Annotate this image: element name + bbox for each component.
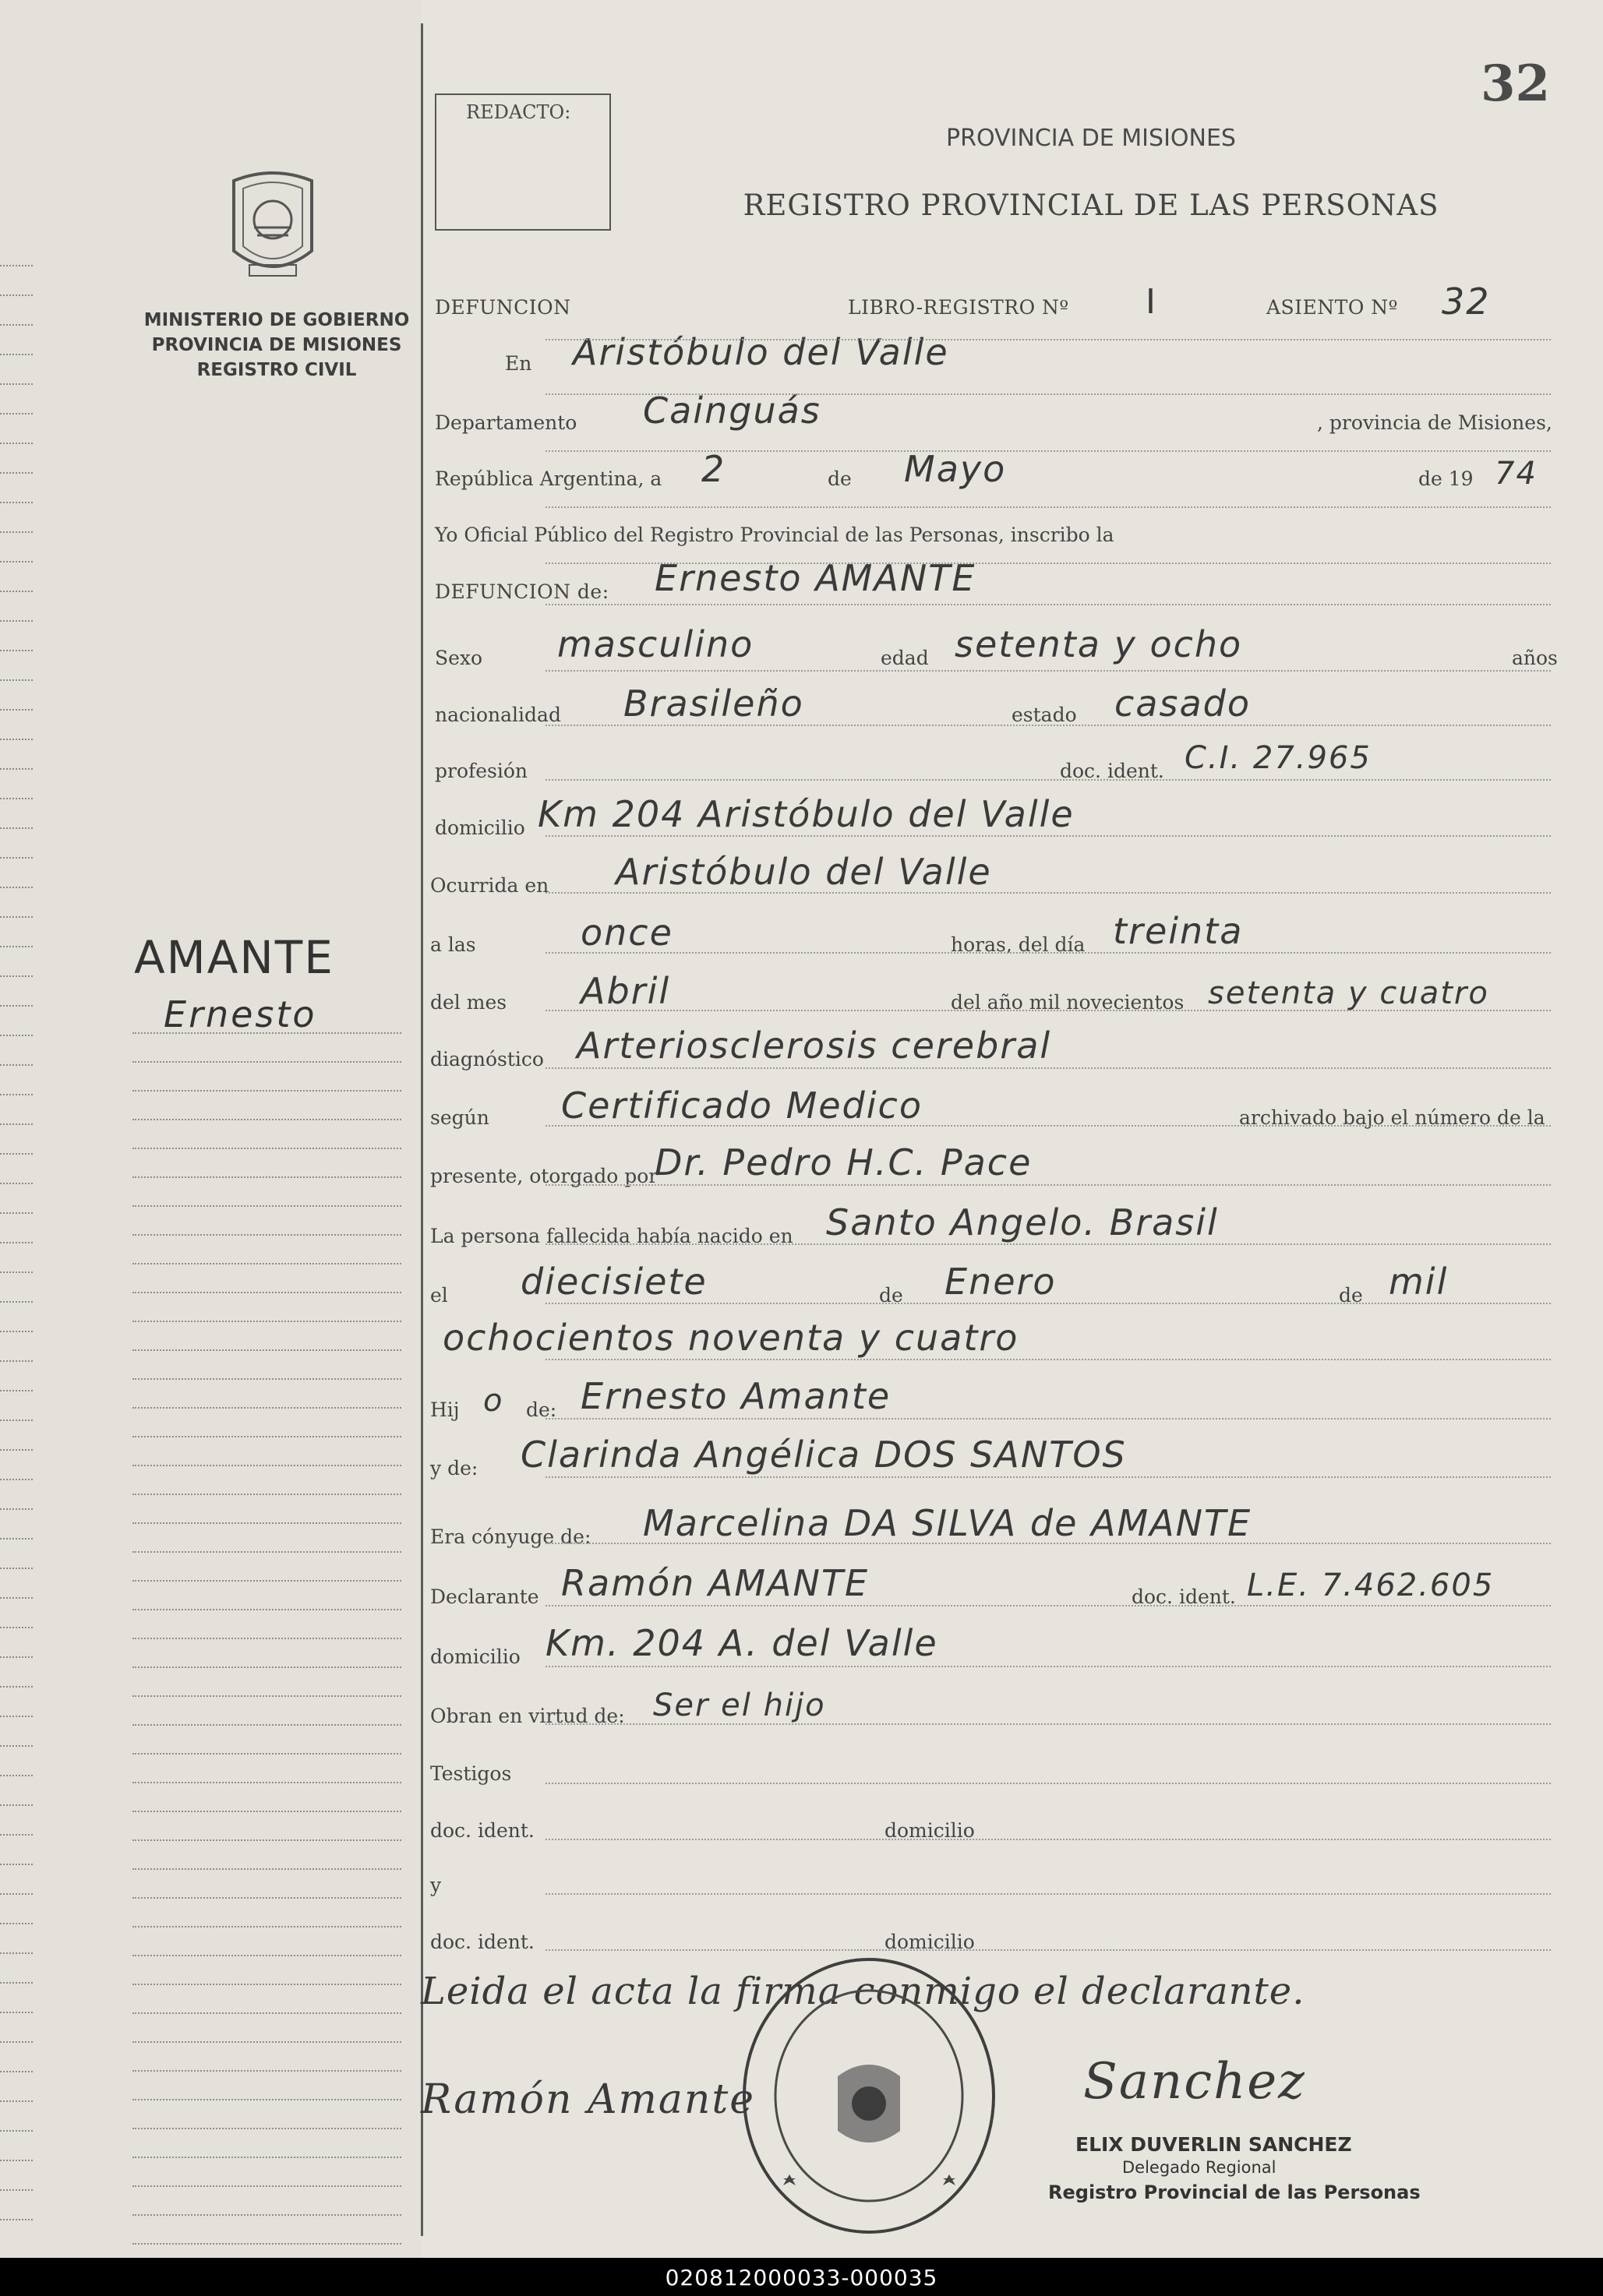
province-seal-icon <box>218 165 327 290</box>
label-libro: LIBRO-REGISTRO Nº <box>848 296 1069 319</box>
edge-dots <box>0 413 33 414</box>
label-decl-domicilio: domicilio <box>430 1645 521 1668</box>
margin-line <box>132 2185 401 2187</box>
ruled-line <box>546 563 1551 564</box>
margin-line <box>132 1148 401 1149</box>
label-declarante: Declarante <box>430 1585 539 1608</box>
ruled-line <box>546 339 1551 340</box>
value-hora: once <box>581 912 673 954</box>
ruled-line <box>546 393 1551 395</box>
signature-declarante: Ramón Amante <box>421 2076 756 2123</box>
value-segun: Certificado Medico <box>561 1085 923 1127</box>
value-diagnostico: Arteriosclerosis cerebral <box>577 1025 1052 1067</box>
label-de-19: de 19 <box>1418 467 1474 490</box>
label-en: En <box>505 352 532 375</box>
label-testigo2-domicilio: domicilio <box>884 1931 975 1953</box>
stamp-org: Registro Provincial de las Personas <box>1048 2181 1421 2203</box>
edge-dots <box>0 1627 33 1628</box>
label-de-mes: de <box>828 467 852 490</box>
label-profesion: profesión <box>435 760 528 782</box>
ruled-line <box>546 604 1551 605</box>
margin-line <box>132 2157 401 2158</box>
margin-line <box>132 2041 401 2043</box>
label-ocurrida: Ocurrida en <box>430 874 549 897</box>
edge-dots <box>0 768 33 770</box>
label-nacionalidad: nacionalidad <box>435 704 561 726</box>
edge-dots <box>0 946 33 947</box>
edge-dots <box>0 798 33 799</box>
official-seal-icon <box>736 1952 1001 2240</box>
ruled-line <box>546 1949 1551 1951</box>
value-mes-muerte: Abril <box>581 970 671 1012</box>
edge-dots <box>0 383 33 385</box>
margin-line <box>132 1234 401 1236</box>
label-horas-dia: horas, del día <box>951 933 1086 956</box>
margin-line <box>132 1666 401 1668</box>
margin-line <box>132 2243 401 2245</box>
edge-dots <box>0 1745 33 1747</box>
label-hij: Hij <box>430 1398 460 1421</box>
ruled-line <box>546 835 1551 837</box>
ruled-line <box>546 1243 1551 1245</box>
margin-line <box>132 1609 401 1610</box>
margin-line <box>132 2099 401 2100</box>
edge-dots <box>0 1775 33 1776</box>
edge-dots <box>0 2189 33 2191</box>
ministry-heading <box>140 308 413 383</box>
value-otorgado: Dr. Pedro H.C. Pace <box>655 1141 1033 1183</box>
label-obran: Obran en virtud de: <box>430 1705 625 1727</box>
edge-dots <box>0 1420 33 1421</box>
ruled-line <box>546 1783 1551 1784</box>
edge-dots <box>0 1331 33 1332</box>
margin-line <box>132 1465 401 1466</box>
label-defuncion: DEFUNCION <box>435 296 571 319</box>
edge-dots <box>0 2100 33 2102</box>
edge-dots <box>0 1656 33 1658</box>
value-leida: Leida el acta la firma conmigo el declarante. <box>421 1970 1305 2013</box>
edge-dots <box>0 591 33 592</box>
label-estado: estado <box>1012 704 1077 726</box>
value-nac-mil: mil <box>1389 1261 1449 1303</box>
edge-dots <box>0 620 33 622</box>
margin-line <box>132 2128 401 2129</box>
edge-dots <box>0 531 33 533</box>
label-segun: según <box>430 1106 489 1129</box>
edge-dots <box>0 1212 33 1214</box>
edge-dots <box>0 1538 33 1539</box>
value-decl-domicilio: Km. 204 A. del Valle <box>546 1622 938 1664</box>
value-edad: setenta y ocho <box>955 623 1243 665</box>
ruled-line <box>546 670 1551 672</box>
edge-dots <box>0 1864 33 1865</box>
value-domicilio: Km 204 Aristóbulo del Valle <box>538 793 1075 835</box>
ruled-line <box>546 1125 1551 1127</box>
edge-dots <box>0 1242 33 1243</box>
edge-dots <box>0 2012 33 2013</box>
edge-dots <box>0 1893 33 1895</box>
value-estado: casado <box>1114 682 1251 725</box>
edge-dots <box>0 324 33 326</box>
value-madre: Clarinda Angélica DOS SANTOS <box>521 1434 1127 1476</box>
label-testigo2-doc: doc. ident. <box>430 1931 535 1953</box>
margin-line <box>132 1984 401 1985</box>
margin-line <box>132 1494 401 1495</box>
margin-line <box>132 1349 401 1351</box>
edge-dots <box>0 650 33 651</box>
edge-dots <box>0 1035 33 1036</box>
margin-line <box>132 1061 401 1063</box>
value-decl-doc: L.E. 7.462.605 <box>1247 1568 1495 1603</box>
edge-dots <box>0 1716 33 1717</box>
ministry-line-3: REGISTRO CIVIL <box>196 360 357 380</box>
margin-line <box>132 1522 401 1524</box>
ruled-line <box>546 1476 1551 1478</box>
registry-heading: REGISTRO PROVINCIAL DE LAS PERSONAS <box>743 189 1439 222</box>
margin-line <box>132 1032 401 1034</box>
edge-dots <box>0 1301 33 1303</box>
value-nac-dia: diecisiete <box>521 1261 708 1303</box>
edge-dots <box>0 679 33 681</box>
label-de-nac-mes: de <box>879 1284 903 1307</box>
value-nac-ano: ochocientos noventa y cuatro <box>443 1317 1019 1359</box>
ruled-line <box>546 1184 1551 1186</box>
ruled-line <box>546 725 1551 726</box>
label-y-testigo: y <box>430 1874 442 1896</box>
value-nacionalidad: Brasileño <box>623 682 804 725</box>
edge-dots <box>0 1952 33 1954</box>
label-sexo: Sexo <box>435 647 483 669</box>
label-provincia: , provincia de Misiones, <box>1317 411 1552 434</box>
ruled-line <box>546 450 1551 452</box>
value-asiento: 32 <box>1442 280 1491 323</box>
label-del-ano: del año mil novecientos <box>951 991 1185 1014</box>
edge-dots <box>0 1804 33 1806</box>
value-ocurrida: Aristóbulo del Valle <box>616 851 992 893</box>
margin-line <box>132 1551 401 1553</box>
edge-dots <box>0 2041 33 2043</box>
margin-line <box>132 1926 401 1927</box>
margin-line <box>132 1321 401 1322</box>
margin-line <box>132 2214 401 2216</box>
margin-line <box>132 1897 401 1899</box>
margin-line <box>132 1263 401 1264</box>
label-y-de: y de: <box>430 1457 478 1480</box>
label-testigo1-domicilio: domicilio <box>884 1819 975 1842</box>
margin-line <box>132 2070 401 2072</box>
edge-dots <box>0 1064 33 1066</box>
edge-dots <box>0 827 33 829</box>
value-doc-ident: C.I. 27.965 <box>1185 740 1372 776</box>
value-conyuge: Marcelina DA SILVA de AMANTE <box>643 1502 1252 1544</box>
label-anos: años <box>1512 647 1558 669</box>
value-en: Aristóbulo del Valle <box>573 331 949 373</box>
edge-dots <box>0 1390 33 1391</box>
edge-dots <box>0 1686 33 1688</box>
edge-dots <box>0 1479 33 1480</box>
province-heading: PROVINCIA DE MISIONES <box>946 125 1236 152</box>
edge-dots <box>0 1153 33 1155</box>
value-declarante: Ramón AMANTE <box>561 1562 870 1604</box>
edge-dots <box>0 1923 33 1924</box>
margin-line <box>132 1753 401 1755</box>
label-hij-de: de: <box>526 1398 557 1421</box>
edge-dots <box>0 443 33 444</box>
edge-dots <box>0 561 33 563</box>
value-obran: Ser el hijo <box>653 1688 826 1723</box>
stamp-name: ELIX DUVERLIN SANCHEZ <box>1075 2133 1352 2156</box>
value-ano: 74 <box>1495 456 1538 492</box>
edge-dots <box>0 1183 33 1184</box>
page-number: 32 <box>1481 55 1551 113</box>
value-sexo: masculino <box>557 623 754 665</box>
edge-dots <box>0 1834 33 1836</box>
value-nacido-en: Santo Angelo. Brasil <box>826 1201 1219 1243</box>
ruled-line <box>546 1067 1551 1069</box>
stamp-role: Delegado Regional <box>1122 2158 1276 2177</box>
margin-surname: AMANTE <box>134 931 334 984</box>
label-defuncion-de: DEFUNCION de: <box>435 580 609 603</box>
edge-dots <box>0 294 33 296</box>
label-republica: República Argentina, a <box>435 467 662 490</box>
label-edad: edad <box>881 647 929 669</box>
margin-given-name: Ernesto <box>164 993 317 1035</box>
ruled-line <box>546 1543 1551 1544</box>
edge-dots <box>0 887 33 888</box>
ruled-line <box>546 1418 1551 1420</box>
edge-dots <box>0 975 33 977</box>
margin-line <box>132 1695 401 1697</box>
label-diagnostico: diagnóstico <box>430 1048 544 1070</box>
edge-dots <box>0 739 33 740</box>
margin-line <box>132 1292 401 1293</box>
label-testigos: Testigos <box>430 1762 512 1785</box>
label-a-las: a las <box>430 933 476 956</box>
label-decl-doc: doc. ident. <box>1132 1585 1236 1608</box>
edge-dots <box>0 265 33 266</box>
edge-dots <box>0 2071 33 2072</box>
ruled-line <box>546 506 1551 508</box>
edge-dots <box>0 1360 33 1362</box>
margin-line <box>132 1955 401 1956</box>
margin-line <box>132 1868 401 1870</box>
margin-line <box>132 1782 401 1783</box>
margin-line <box>132 1638 401 1639</box>
margin-line <box>132 1378 401 1380</box>
label-conyuge: Era cónyuge de: <box>430 1525 591 1548</box>
ministry-line-1: MINISTERIO DE GOBIERNO <box>143 310 410 330</box>
ruled-line <box>546 952 1551 954</box>
margin-line <box>132 1811 401 1812</box>
label-testigo1-doc: doc. ident. <box>430 1819 535 1842</box>
ruled-line <box>546 1723 1551 1725</box>
ruled-line <box>546 1010 1551 1011</box>
label-asiento: ASIENTO Nº <box>1266 296 1398 319</box>
margin-line <box>132 1407 401 1409</box>
value-fallecido: Ernesto AMANTE <box>655 557 976 599</box>
value-dia: 2 <box>701 448 726 490</box>
edge-dots <box>0 2219 33 2220</box>
value-hij-suffix: o <box>483 1383 504 1419</box>
margin-line <box>132 1724 401 1726</box>
value-padre: Ernesto Amante <box>581 1375 892 1417</box>
edge-dots <box>0 1123 33 1125</box>
ruled-line <box>546 1605 1551 1606</box>
ruled-line <box>546 1839 1551 1840</box>
margin-line <box>132 1205 401 1207</box>
edge-dots <box>0 1597 33 1599</box>
edge-dots <box>0 1005 33 1007</box>
ruled-line <box>546 1359 1551 1360</box>
ruled-line <box>546 892 1551 894</box>
label-del-mes: del mes <box>430 991 507 1014</box>
edge-dots <box>0 1271 33 1273</box>
label-nacido-en: La persona fallecida había nacido en <box>430 1225 793 1247</box>
margin-line <box>132 1090 401 1092</box>
label-yo-oficial: Yo Oficial Público del Registro Provincial de las Personas, inscribo la <box>435 524 1114 546</box>
label-doc-ident: doc. ident. <box>1060 760 1164 782</box>
value-dia-muerte: treinta <box>1113 910 1244 952</box>
edge-dots <box>0 916 33 918</box>
signature-oficial: Sanchez <box>1083 2053 1306 2111</box>
margin-line <box>132 1176 401 1178</box>
label-presente: presente, otorgado por <box>430 1165 659 1187</box>
label-departamento: Departamento <box>435 411 577 434</box>
edge-dots <box>0 1568 33 1569</box>
margin-divider <box>421 23 423 2236</box>
margin-line <box>132 2012 401 2014</box>
label-el: el <box>430 1284 448 1307</box>
value-nac-mes: Enero <box>944 1261 1057 1303</box>
label-de-nac-ano: de <box>1339 1284 1363 1307</box>
margin-line <box>132 1839 401 1841</box>
edge-dots <box>0 1982 33 1984</box>
edge-dots <box>0 472 33 474</box>
margin-line <box>132 1436 401 1437</box>
value-mes: Mayo <box>904 448 1007 490</box>
footer-id: 020812000033-000035 <box>665 2265 938 2291</box>
ruled-line <box>546 1303 1551 1304</box>
edge-dots <box>0 1449 33 1451</box>
edge-dots <box>0 502 33 503</box>
edge-dots <box>0 857 33 859</box>
ministry-line-2: PROVINCIA DE MISIONES <box>151 335 402 355</box>
ruled-line <box>546 1666 1551 1667</box>
redacto-label: REDACTO: <box>466 101 571 123</box>
edge-dots <box>0 354 33 355</box>
redacto-box <box>435 93 611 231</box>
edge-dots <box>0 709 33 711</box>
edge-dots <box>0 1508 33 1510</box>
label-archivado: archivado bajo el número de la <box>1239 1106 1545 1129</box>
margin-line <box>132 1580 401 1582</box>
margin-line <box>132 1119 401 1120</box>
ruled-line <box>546 1893 1551 1895</box>
value-libro: I <box>1146 282 1157 322</box>
value-departamento: Cainguás <box>643 390 821 432</box>
edge-dots <box>0 2130 33 2132</box>
label-domicilio: domicilio <box>435 816 525 839</box>
edge-dots <box>0 1094 33 1095</box>
edge-dots <box>0 2160 33 2161</box>
ruled-line <box>546 779 1551 781</box>
value-ano-muerte: setenta y cuatro <box>1208 975 1489 1011</box>
